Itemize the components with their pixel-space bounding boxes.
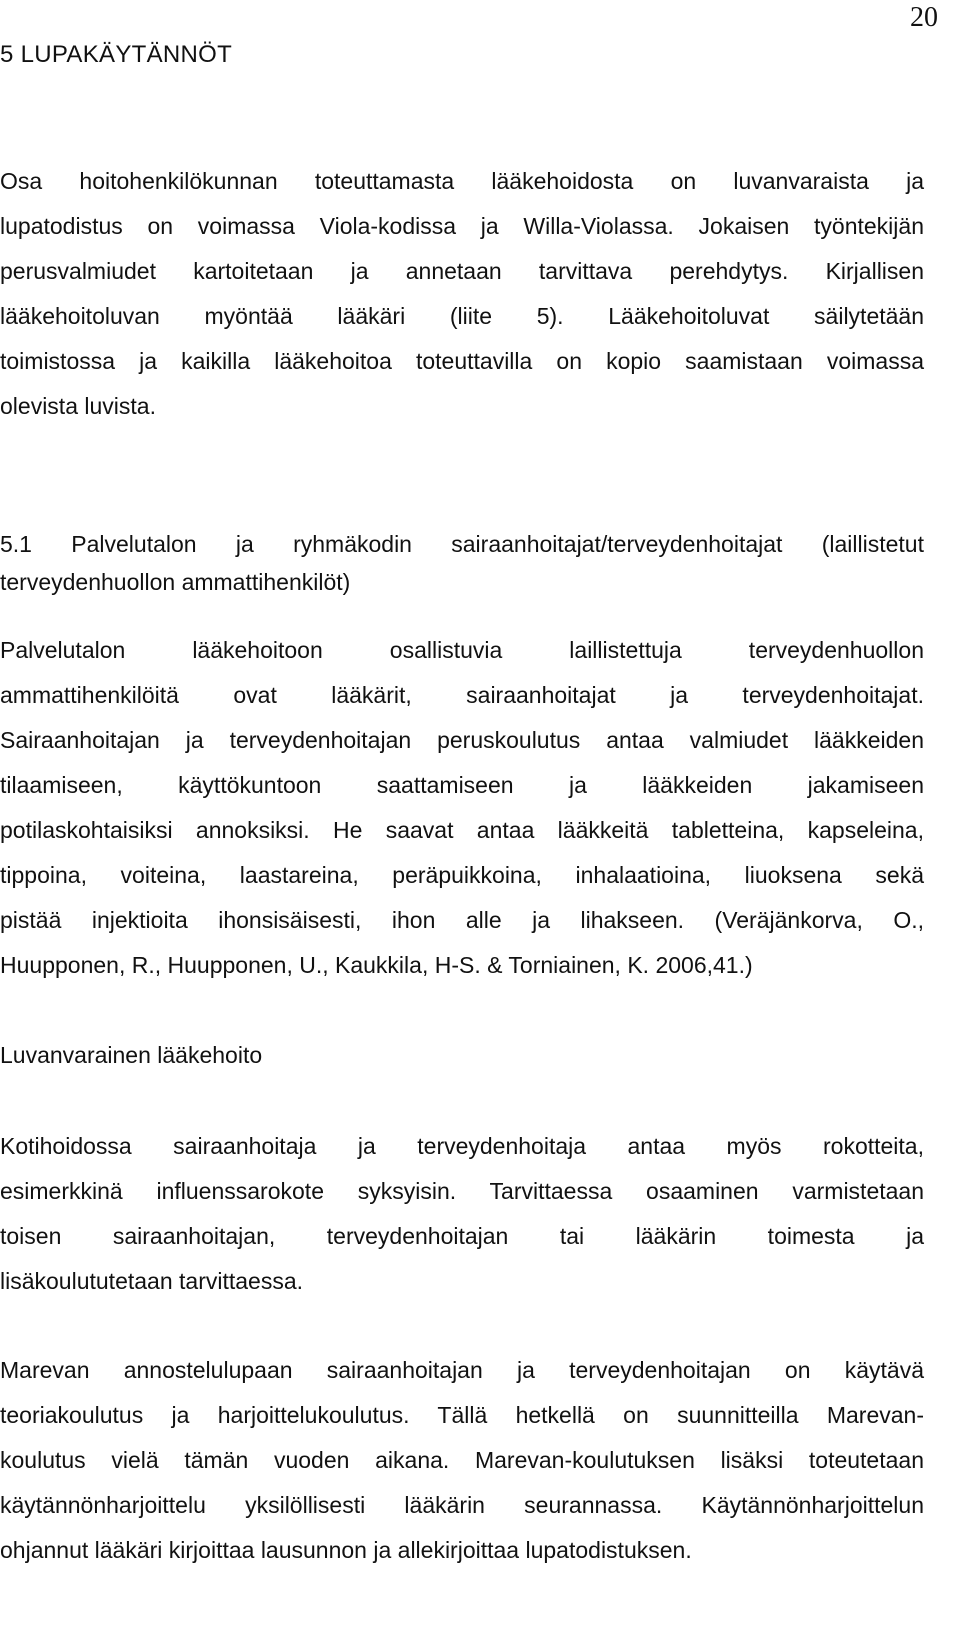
paragraph-line: olevista luvista. [0,393,156,419]
paragraph-line: Sairaanhoitajan ja terveydenhoitajan peruskoulutus antaa valmiudet lääkkeiden [0,727,924,753]
paragraph-line: Osa hoitohenkilökunnan toteuttamasta lääkehoidosta on luvanvaraista ja [0,168,924,194]
marevan-paragraph [0,1348,924,1573]
paragraph-line: pistää injektioita ihonsisäisesti, ihon alle ja lihakseen. (Veräjänkorva, O., [0,907,924,933]
chapter-title: 5 LUPAKÄYTÄNNÖT [0,41,233,68]
paragraph-line: Palvelutalon lääkehoitoon osallistuvia laillistettuja terveydenhuollon [0,637,924,663]
paragraph-line: toisen sairaanhoitajan, terveydenhoitajan tai lääkärin toimesta ja [0,1223,924,1249]
paragraph-line: ohjannut lääkäri kirjoittaa lausunnon ja allekirjoittaa lupatodistuksen. [0,1537,692,1563]
paragraph-line: Marevan annostelulupaan sairaanhoitajan ja terveydenhoitajan on käytävä [0,1357,924,1383]
paragraph-line: tilaamiseen, käyttökuntoon saattamiseen ja lääkkeiden jakamiseen [0,772,924,798]
paragraph-line: lisäkoulututetaan tarvittaessa. [0,1268,304,1294]
paragraph-line: Kotihoidossa sairaanhoitaja ja terveydenhoitaja antaa myös rokotteita, [0,1133,924,1159]
intro-paragraph [0,159,924,429]
paragraph-line: ammattihenkilöitä ovat lääkärit, sairaanhoitajat ja terveydenhoitajat. [0,682,924,708]
paragraph-line: toimistossa ja kaikilla lääkehoitoa toteuttavilla on kopio saamistaan voimassa [0,348,924,374]
paragraph-line: lääkehoitoluvan myöntää lääkäri (liite 5). Lääkehoitoluvat säilytetään [0,303,924,329]
paragraph-line: käytännönharjoittelu yksilöllisesti lääkärin seurannassa. Käytännönharjoittelun [0,1492,924,1518]
paragraph-line: perusvalmiudet kartoitetaan ja annetaan tarvittava perehdytys. Kirjallisen [0,258,924,284]
paragraph-line: esimerkkinä influenssarokote syksyisin. Tarvittaessa osaaminen varmistetaan [0,1178,924,1204]
section-5-1-heading [0,525,924,601]
heading-line: terveydenhuollon ammattihenkilöt) [0,569,351,595]
section-5-1-paragraph [0,628,924,988]
paragraph-line: koulutus vielä tämän vuoden aikana. Marevan-koulutuksen lisäksi toteutetaan [0,1447,924,1473]
paragraph-line: Huupponen, R., Huupponen, U., Kaukkila, H-S. & Torniainen, K. 2006,41.) [0,952,753,978]
luvanvarainen-paragraph [0,1124,924,1304]
paragraph-line: teoriakoulutus ja harjoittelukoulutus. Tällä hetkellä on suunnitteilla Marevan- [0,1402,924,1428]
heading-line: 5.1 Palvelutalon ja ryhmäkodin sairaanhoitajat/terveydenhoitajat (laillistetut [0,531,924,557]
paragraph-line: lupatodistus on voimassa Viola-kodissa ja Willa-Violassa. Jokaisen työntekijän [0,213,924,239]
paragraph-line: potilaskohtaisiksi annoksiksi. He saavat antaa lääkkeitä tabletteina, kapseleina, [0,817,924,843]
luvanvarainen-heading: Luvanvarainen lääkehoito [0,1042,263,1068]
page-number: 20 [910,2,938,33]
paragraph-line: tippoina, voiteina, laastareina, peräpuikkoina, inhalaatioina, liuoksena sekä [0,862,924,888]
